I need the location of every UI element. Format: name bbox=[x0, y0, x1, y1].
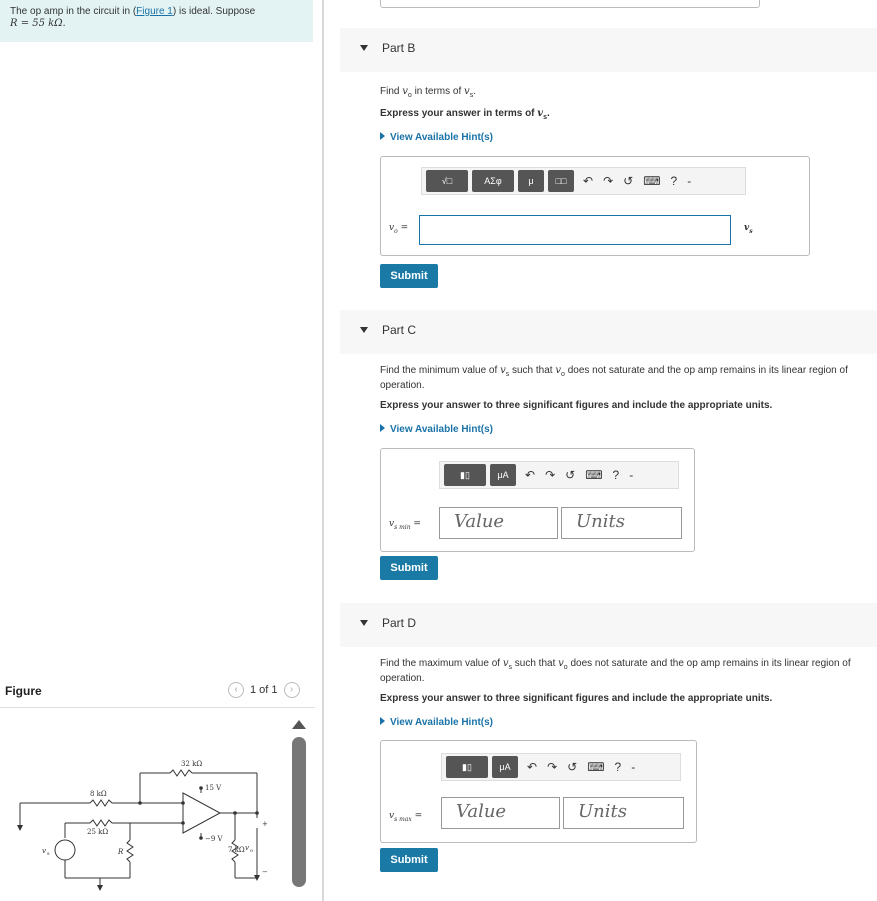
undo-icon[interactable]: ↶ bbox=[583, 174, 594, 188]
menu-dash-icon[interactable]: - bbox=[629, 468, 634, 482]
figure-pager bbox=[228, 682, 300, 698]
var-v: v bbox=[502, 658, 509, 669]
math-toolbar bbox=[439, 461, 679, 489]
template-button[interactable]: ▮▯ bbox=[446, 756, 488, 778]
hint-label: View Available Hint(s) bbox=[390, 132, 493, 143]
collapse-caret-icon[interactable] bbox=[360, 327, 368, 333]
part-b-submit-button[interactable]: Submit bbox=[380, 264, 438, 288]
var-v: v bbox=[402, 86, 408, 97]
part-b-title: Part B bbox=[382, 41, 416, 55]
part-c-answer-box bbox=[380, 448, 695, 552]
part-d-instruction: Express your answer to three significant figures and include the appropriate units. bbox=[380, 693, 773, 704]
units-placeholder: Units bbox=[578, 801, 627, 822]
part-c-header[interactable] bbox=[340, 310, 877, 354]
expand-triangle-icon bbox=[380, 424, 385, 432]
label-plus: + bbox=[262, 820, 268, 828]
help-icon[interactable]: ? bbox=[614, 760, 622, 774]
pager-text: 1 of 1 bbox=[250, 684, 278, 696]
tail-var: v bbox=[744, 223, 750, 233]
part-c-hint-link[interactable] bbox=[380, 424, 493, 435]
vo-label bbox=[389, 223, 408, 235]
part-b-hint-link[interactable] bbox=[380, 132, 493, 143]
eq-sub: o bbox=[394, 227, 398, 235]
reset-icon[interactable]: ↺ bbox=[623, 174, 634, 188]
part-c-submit-button[interactable]: Submit bbox=[380, 556, 438, 580]
var-sub: s bbox=[543, 114, 547, 121]
part-c-prompt bbox=[380, 365, 875, 391]
value-placeholder: Value bbox=[454, 511, 505, 532]
part-d-hint-link[interactable] bbox=[380, 717, 493, 728]
var-v: v bbox=[500, 365, 506, 376]
label-vo-sub: o bbox=[250, 848, 254, 854]
var-v: v bbox=[537, 108, 544, 119]
redo-icon[interactable]: ↷ bbox=[603, 174, 614, 188]
keyboard-icon[interactable]: ⌨ bbox=[585, 468, 603, 482]
eq-var: v bbox=[389, 223, 395, 233]
eq-sub: s min bbox=[394, 523, 411, 531]
figure-scrollbar[interactable] bbox=[292, 720, 306, 890]
right-panel bbox=[340, 0, 877, 901]
label-neg9v: −9 V bbox=[205, 835, 223, 843]
vs-suffix bbox=[744, 223, 753, 235]
label-7k: 7 kΩ bbox=[228, 846, 245, 854]
var-v: v bbox=[558, 658, 564, 669]
vs-min-units-input[interactable] bbox=[561, 507, 682, 539]
part-d-title: Part D bbox=[382, 616, 417, 630]
menu-dash-icon[interactable]: - bbox=[687, 174, 692, 188]
part-d-submit-button[interactable]: Submit bbox=[380, 848, 438, 872]
part-d-prompt bbox=[380, 658, 875, 684]
template-button[interactable]: √□ bbox=[426, 170, 468, 192]
left-panel bbox=[0, 0, 322, 901]
var-sub: o bbox=[563, 664, 568, 671]
eq-var: v bbox=[389, 519, 395, 529]
var-sub: o bbox=[407, 92, 412, 99]
var-v: v bbox=[555, 365, 562, 376]
prompt-text: such that bbox=[509, 365, 556, 376]
units-button[interactable]: μA bbox=[490, 464, 516, 486]
hint-label: View Available Hint(s) bbox=[390, 717, 493, 728]
expand-triangle-icon bbox=[380, 132, 385, 140]
part-c-title: Part C bbox=[382, 323, 417, 337]
greek-button[interactable]: ΑΣφ bbox=[472, 170, 514, 192]
vs-max-value-input[interactable] bbox=[441, 797, 560, 829]
part-b-header[interactable] bbox=[340, 28, 877, 72]
prev-figure-button[interactable]: ‹ bbox=[228, 682, 244, 698]
label-minus: − bbox=[262, 868, 268, 876]
label-25k: 25 kΩ bbox=[87, 828, 109, 836]
reset-icon[interactable]: ↺ bbox=[565, 468, 576, 482]
help-icon[interactable]: ? bbox=[612, 468, 620, 482]
var-v: v bbox=[464, 86, 470, 97]
part-b-instruction bbox=[380, 108, 875, 123]
hint-label: View Available Hint(s) bbox=[390, 424, 493, 435]
instruction-text: Express your answer in terms of bbox=[380, 108, 538, 119]
part-d-answer-box bbox=[380, 740, 697, 843]
math-toolbar bbox=[421, 167, 746, 195]
vs-max-units-input[interactable] bbox=[563, 797, 684, 829]
vector-button[interactable]: □□ bbox=[548, 170, 574, 192]
var-sub: s bbox=[505, 371, 510, 378]
part-c-instruction: Express your answer to three significant figures and include the appropriate units. bbox=[380, 400, 773, 411]
collapse-caret-icon[interactable] bbox=[360, 45, 368, 51]
eq-sub: s max bbox=[394, 815, 412, 823]
expand-triangle-icon bbox=[380, 717, 385, 725]
reset-icon[interactable]: ↺ bbox=[567, 760, 578, 774]
menu-dash-icon[interactable]: - bbox=[631, 760, 636, 774]
eq-suffix: = bbox=[397, 223, 409, 233]
figure-header bbox=[0, 680, 315, 708]
help-icon[interactable]: ? bbox=[670, 174, 678, 188]
prompt-text: . bbox=[473, 86, 476, 97]
var-sub: s bbox=[508, 664, 512, 671]
var-sub: o bbox=[561, 371, 565, 378]
vo-answer-input[interactable] bbox=[419, 215, 731, 245]
redo-icon[interactable]: ↷ bbox=[547, 760, 558, 774]
vs-min-label bbox=[389, 519, 421, 531]
label-vs: v bbox=[42, 847, 46, 855]
collapse-caret-icon[interactable] bbox=[360, 620, 368, 626]
value-placeholder: Value bbox=[456, 801, 507, 822]
vs-min-value-input[interactable] bbox=[439, 507, 558, 539]
label-15v: 15 V bbox=[205, 784, 222, 792]
undo-icon[interactable]: ↶ bbox=[527, 760, 538, 774]
eq-var: v bbox=[389, 811, 395, 821]
keyboard-icon[interactable]: ⌨ bbox=[643, 174, 661, 188]
prompt-text: Find the minimum value of bbox=[380, 365, 501, 376]
part-b-prompt bbox=[380, 86, 875, 101]
figure-title: Figure bbox=[5, 684, 42, 698]
math-toolbar bbox=[441, 753, 681, 781]
eq-suffix: = bbox=[410, 519, 421, 529]
vs-max-label bbox=[389, 811, 422, 823]
label-R: R bbox=[118, 848, 124, 856]
pane-divider[interactable] bbox=[322, 0, 324, 901]
scroll-thumb[interactable] bbox=[292, 737, 306, 887]
units-button[interactable]: μA bbox=[492, 756, 518, 778]
intro-text-2: ) is ideal. Suppose bbox=[172, 6, 256, 17]
next-figure-button[interactable]: › bbox=[284, 682, 300, 698]
prompt-text: in terms of bbox=[411, 86, 465, 97]
previous-answer-box bbox=[380, 0, 760, 8]
intro-text-1: The op amp in the circuit in ( bbox=[10, 6, 137, 17]
intro-given: R = 55 kΩ. bbox=[10, 18, 66, 29]
prompt-text: does not saturate and the op amp remains in its linear region of operation. bbox=[380, 365, 848, 391]
tail-sub: s bbox=[749, 227, 753, 235]
scroll-up-icon[interactable] bbox=[292, 720, 306, 729]
undo-icon[interactable]: ↶ bbox=[525, 468, 536, 482]
label-vs-sub: s bbox=[47, 851, 50, 857]
part-b-answer-box bbox=[380, 156, 810, 256]
prompt-text: does not saturate and the op amp remains in its linear region of operation. bbox=[380, 658, 851, 684]
label-8k: 8 kΩ bbox=[90, 790, 107, 798]
prompt-text: Find the maximum value of bbox=[380, 658, 503, 669]
units-placeholder: Units bbox=[576, 511, 625, 532]
redo-icon[interactable]: ↷ bbox=[545, 468, 556, 482]
units-button[interactable]: μ bbox=[518, 170, 544, 192]
part-d-header[interactable] bbox=[340, 603, 877, 647]
label-32k: 32 kΩ bbox=[181, 760, 203, 768]
prompt-text: Find bbox=[380, 86, 403, 97]
var-sub: s bbox=[469, 92, 474, 99]
template-button[interactable]: ▮▯ bbox=[444, 464, 486, 486]
instruction-text: . bbox=[547, 108, 550, 119]
label-vo: v bbox=[245, 844, 249, 852]
circuit-diagram bbox=[5, 748, 285, 898]
keyboard-icon[interactable]: ⌨ bbox=[587, 760, 605, 774]
problem-intro bbox=[0, 0, 313, 42]
eq-suffix: = bbox=[411, 811, 423, 821]
prompt-text: such that bbox=[511, 658, 559, 669]
figure-link[interactable]: Figure 1 bbox=[136, 6, 173, 17]
